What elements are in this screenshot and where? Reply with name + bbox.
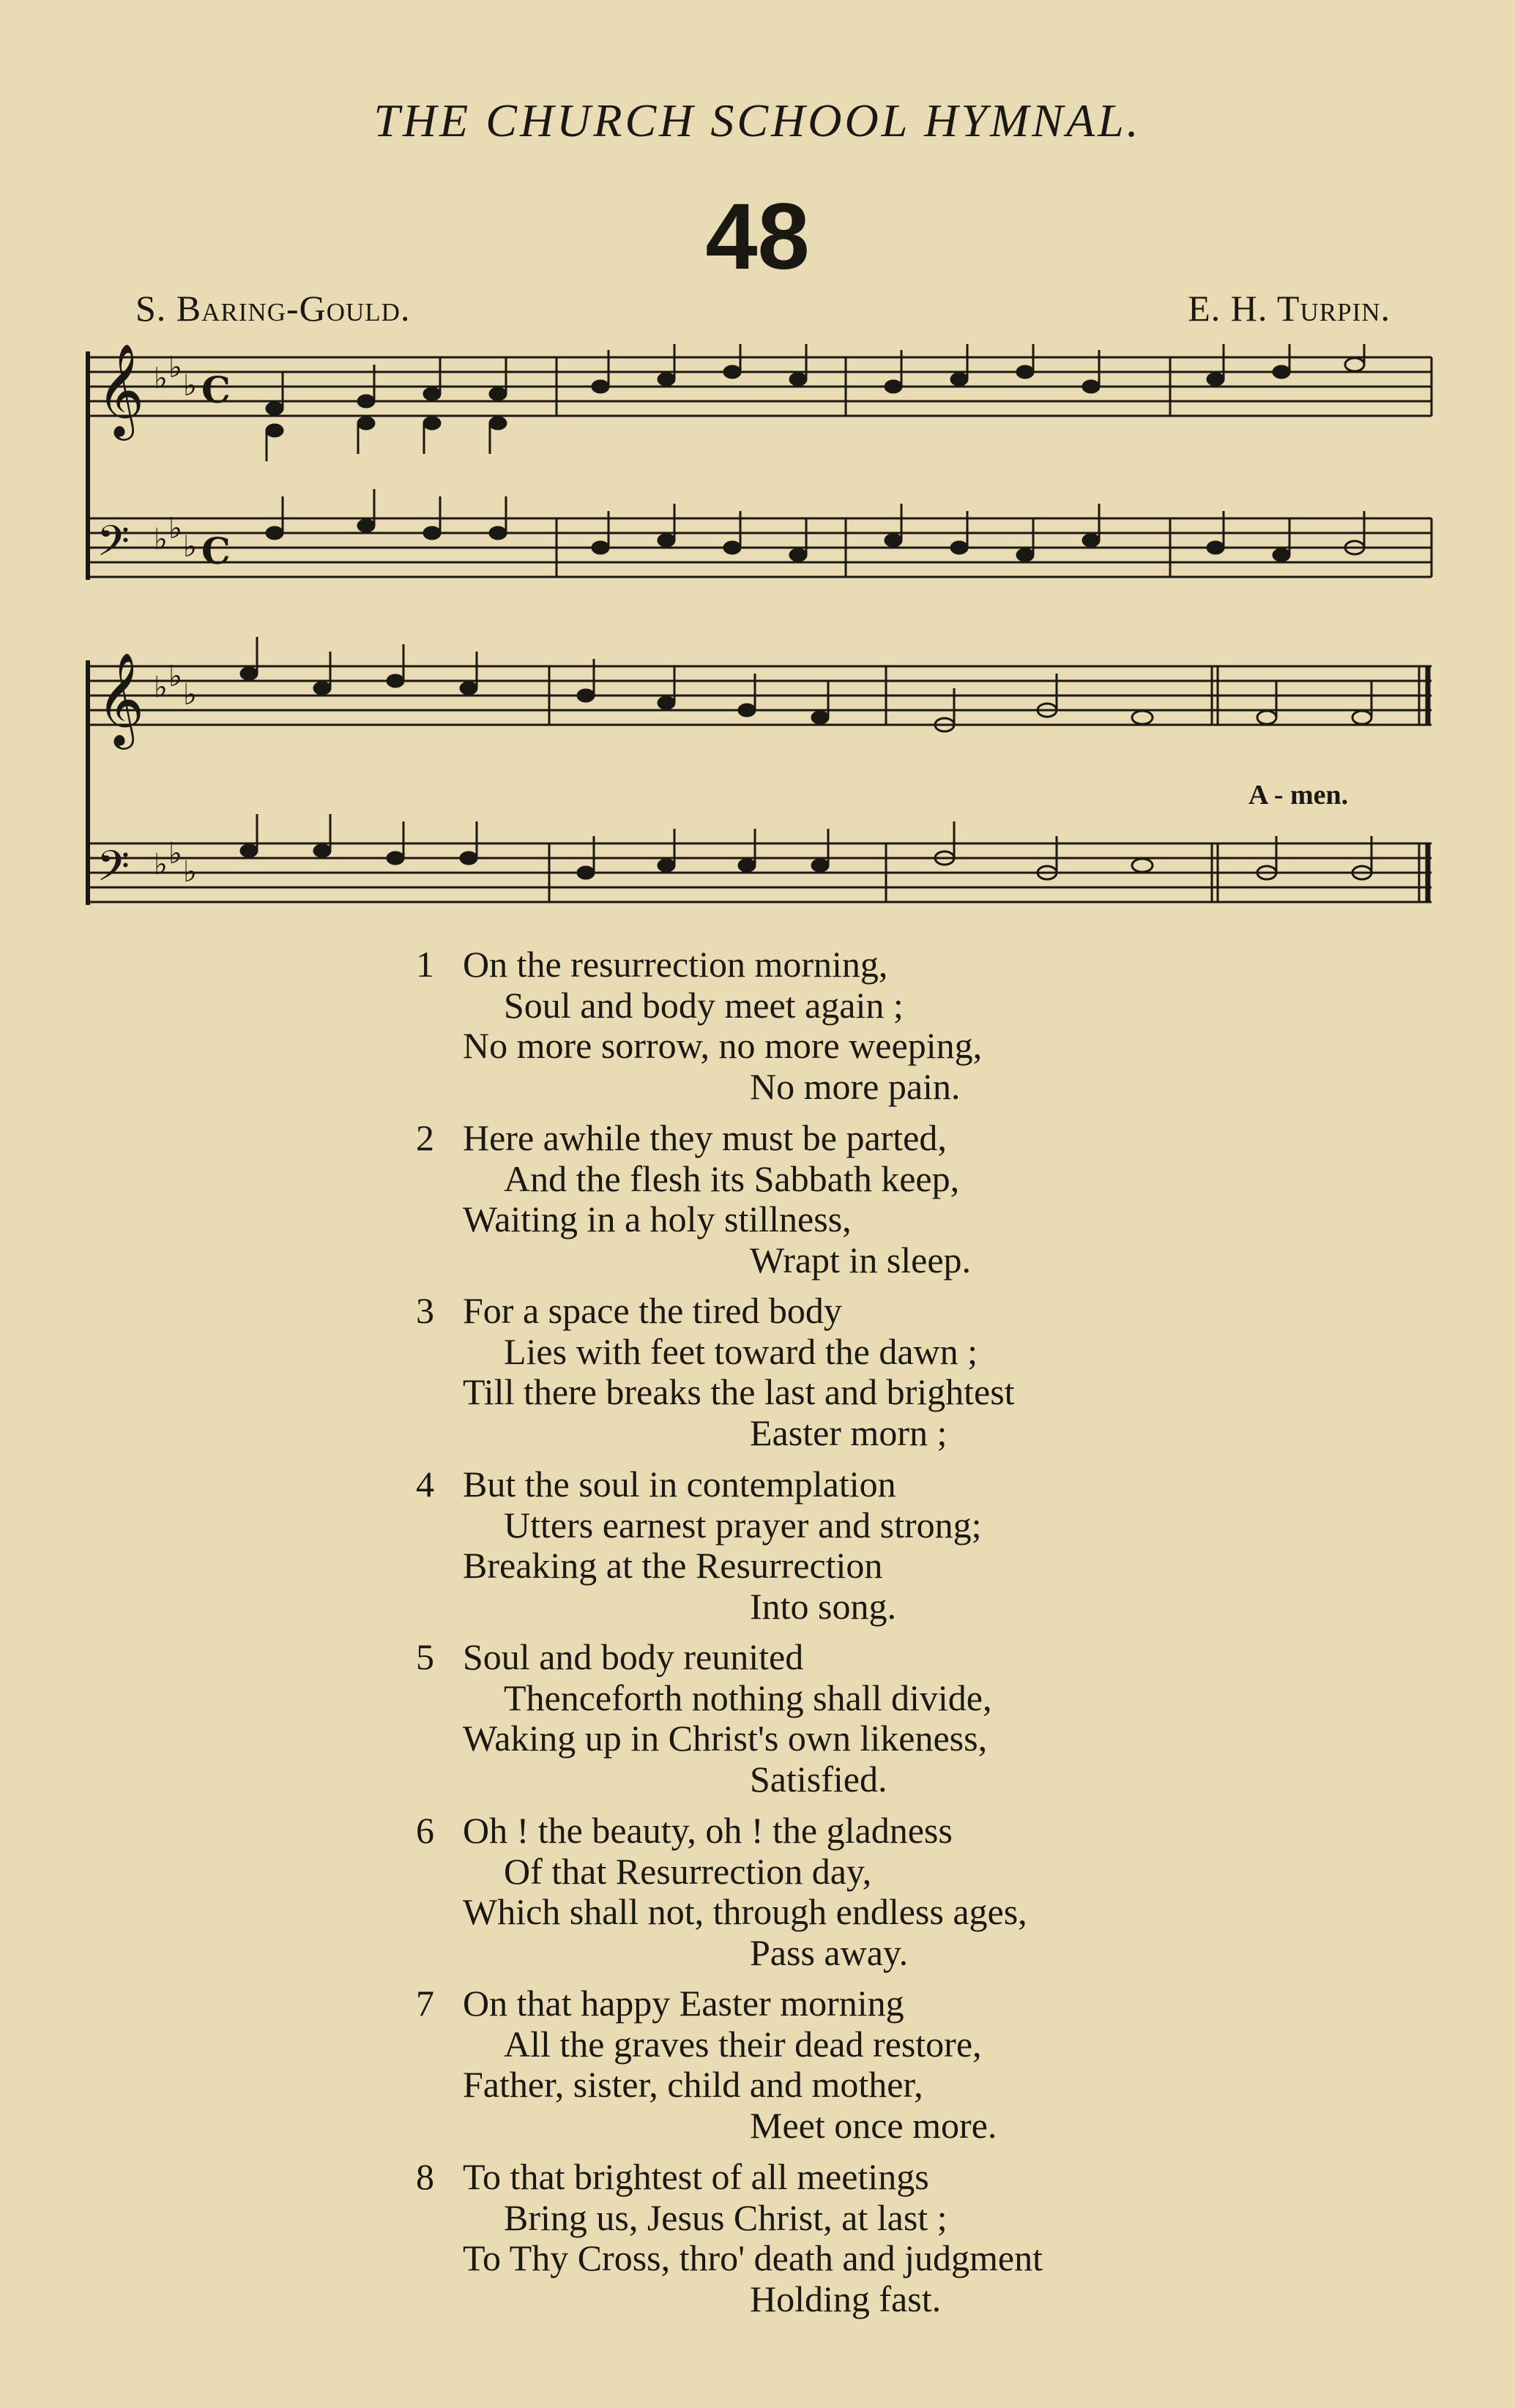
verse-1: [416, 944, 982, 1107]
verse-line: Wrapt in sleep.: [750, 1239, 972, 1281]
svg-text:♭: ♭: [168, 837, 182, 871]
verse-line: All the graves their dead restore,: [504, 2023, 982, 2065]
verse-number: 8: [416, 2156, 434, 2197]
verse-line: Pass away.: [750, 1931, 909, 1973]
verse-line: Which shall not, through endless ages,: [463, 1891, 1027, 1932]
verse-line: Lies with feet toward the dawn ;: [504, 1330, 978, 1372]
svg-text:C: C: [201, 529, 231, 573]
verse-8: [416, 2157, 1043, 2319]
svg-text:♭: ♭: [154, 848, 168, 881]
verse-line: Bring us, Jesus Christ, at last ;: [504, 2196, 948, 2238]
svg-text:𝄢: 𝄢: [97, 841, 130, 901]
svg-text:♭: ♭: [154, 671, 168, 704]
svg-text:♭: ♭: [168, 351, 182, 384]
verse-line: Soul and body meet again ;: [504, 984, 904, 1026]
verse-line: Utters earnest prayer and strong;: [504, 1504, 982, 1546]
verse-line: Waking up in Christ's own likeness,: [463, 1718, 988, 1759]
verse-line: To Thy Cross, thro' death and judgment: [463, 2237, 1043, 2278]
svg-text:♭: ♭: [183, 855, 197, 889]
svg-text:♭: ♭: [183, 678, 197, 712]
verse-line: No more sorrow, no more weeping,: [463, 1025, 983, 1066]
hymn-number: 48: [705, 184, 810, 289]
svg-text:𝄞: 𝄞: [97, 344, 145, 436]
verse-number: 7: [416, 1983, 434, 2024]
verse-line: For a space the tired body: [463, 1290, 842, 1331]
verse-line: Soul and body reunited: [463, 1636, 804, 1677]
amen-lyric: A - men.: [1248, 780, 1349, 810]
svg-text:𝄞: 𝄞: [97, 652, 145, 745]
verse-2: [416, 1118, 971, 1281]
verse-number: 4: [416, 1464, 434, 1505]
running-head: THE CHURCH SCHOOL HYMNAL.: [373, 94, 1142, 146]
verse-line: Holding fast.: [750, 2278, 942, 2319]
verse-5: [416, 1637, 992, 1800]
clefs-system-2: [97, 652, 197, 901]
verse-line: Breaking at the Resurrection: [463, 1545, 883, 1586]
verse-line: Here awhile they must be parted,: [463, 1117, 947, 1158]
verse-line: Waiting in a holy stillness,: [463, 1199, 852, 1240]
verse-line: On that happy Easter morning: [463, 1983, 904, 2024]
verse-number: 2: [416, 1117, 434, 1158]
verse-line: On the resurrection morning,: [463, 944, 888, 985]
verse-line: Thenceforth nothing shall divide,: [504, 1677, 992, 1718]
verse-line: Easter morn ;: [750, 1412, 948, 1453]
verse-number: 5: [416, 1636, 434, 1677]
verse-line: Satisfied.: [750, 1758, 887, 1800]
verse-number: 6: [416, 1810, 434, 1851]
verse-7: [416, 1983, 997, 2146]
verse-line: Father, sister, child and mother,: [463, 2064, 923, 2105]
music-score: [81, 344, 1443, 944]
svg-text:𝄢: 𝄢: [97, 516, 130, 576]
svg-text:♭: ♭: [168, 660, 182, 693]
author-credit: S. Baring-Gould.: [135, 288, 411, 329]
verse-line: Into song.: [750, 1585, 896, 1627]
svg-text:♭: ♭: [154, 523, 168, 556]
svg-text:♭: ♭: [183, 369, 197, 403]
svg-text:♭: ♭: [183, 530, 197, 564]
notes-system-1: [267, 344, 1364, 561]
verse-3: [416, 1291, 1015, 1453]
svg-text:♭: ♭: [154, 362, 168, 395]
verse-number: 1: [416, 944, 434, 985]
verse-line: Till there breaks the last and brightest: [463, 1371, 1015, 1412]
verse-number: 3: [416, 1290, 434, 1331]
svg-text:♭: ♭: [168, 512, 182, 545]
staff-system-1: [88, 351, 1432, 580]
verse-line: Of that Resurrection day,: [504, 1850, 872, 1892]
verse-6: [416, 1811, 1027, 1973]
verse-line: But the soul in contemplation: [463, 1464, 896, 1505]
verse-line: To that brightest of all meetings: [463, 2156, 929, 2197]
verse-line: Oh ! the beauty, oh ! the gladness: [463, 1810, 953, 1851]
verse-4: [416, 1464, 982, 1627]
svg-text:C: C: [201, 368, 231, 411]
composer-credit: E. H. Turpin.: [1188, 288, 1391, 329]
staff-system-2: [88, 660, 1432, 905]
clefs-system-1: [97, 344, 231, 576]
verse-line: And the flesh its Sabbath keep,: [504, 1158, 960, 1199]
verse-line: No more pain.: [750, 1065, 961, 1107]
verse-line: Meet once more.: [750, 2104, 997, 2146]
